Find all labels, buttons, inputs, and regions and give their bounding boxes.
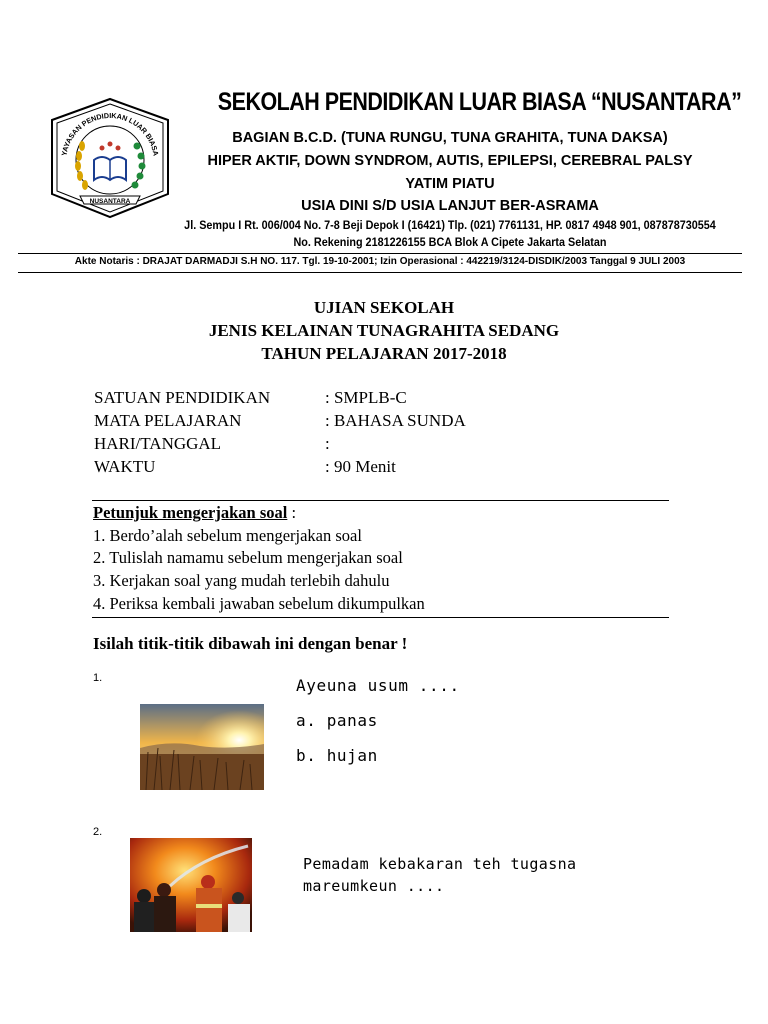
notary-statement: Akte Notaris : DRAJAT DARMADJI S.H NO. 117. Tgl. 19-10-2001; Izin Operasional : 442219/3124-DISDIK/2003 Tanggal 9 JULI 2003	[74, 256, 686, 267]
school-age-range: USIA DINI S/D USIA LANJUT BER-ASRAMA	[301, 198, 599, 214]
info-value-subject: : BAHASA SUNDA	[325, 411, 466, 430]
svg-text:NUSANTARA: NUSANTARA	[89, 198, 131, 205]
exam-subtitle: JENIS KELAINAN TUNAGRAHITA SEDANG	[208, 321, 560, 340]
instructions-heading-colon: :	[287, 503, 297, 522]
question-1-option-a: a. panas	[296, 711, 378, 730]
divider-top	[18, 253, 742, 254]
school-address: Jl. Sempu I Rt. 006/004 No. 7-8 Beji Depok I (16421) Tlp. (021) 7761131, HP. 0817 4948 901, 087878730554	[184, 220, 716, 232]
divider-bottom	[18, 272, 742, 273]
question-1-text: Ayeuna usum ....	[296, 676, 460, 695]
exam-title: UJIAN SEKOLAH	[313, 298, 455, 317]
school-orphans: YATIM PIATU	[405, 176, 495, 192]
school-name: SEKOLAH PENDIDIKAN LUAR BIASA “NUSANTARA”	[217, 88, 742, 116]
instruction-item: 2. Tulislah namamu sebelum mengerjakan soal	[93, 548, 403, 567]
instruction-item: 1. Berdo’alah sebelum mengerjakan soal	[93, 526, 362, 545]
exam-year: TAHUN PELAJARAN 2017-2018	[261, 344, 507, 363]
svg-text:YAYASAN PENDIDIKAN LUAR BIASA: YAYASAN PENDIDIKAN LUAR BIASA	[59, 110, 161, 157]
sunset-field-image	[140, 704, 264, 790]
instruction-item: 4. Periksa kembali jawaban sebelum dikumpulkan	[93, 594, 425, 613]
question-2-number: 2.	[93, 826, 103, 838]
instructions-heading-text: Petunjuk mengerjakan soal	[93, 503, 288, 522]
question-2-text-line2: mareumkeun ....	[303, 877, 445, 895]
info-value-time: : 90 Menit	[325, 457, 396, 476]
info-label-unit: SATUAN PENDIDIKAN	[94, 388, 271, 407]
firefighters-image	[130, 838, 252, 932]
instructions-heading	[93, 503, 296, 523]
instructions-bottom-rule	[92, 617, 669, 618]
info-value-date: :	[325, 434, 330, 453]
info-value-unit: : SMPLB-C	[325, 388, 407, 407]
school-specialties: HIPER AKTIF, DOWN SYNDROM, AUTIS, EPILEPSI, CEREBRAL PALSY	[207, 153, 693, 169]
question-1-number: 1.	[93, 672, 103, 684]
section-heading: Isilah titik-titik dibawah ini dengan benar !	[93, 634, 408, 653]
info-label-date: HARI/TANGGAL	[94, 434, 222, 453]
instructions-top-rule	[92, 500, 669, 501]
school-bank-account: No. Rekening 2181226155 BCA Blok A Cipete Jakarta Selatan	[293, 237, 607, 249]
question-1-option-b: b. hujan	[296, 746, 378, 765]
info-label-subject: MATA PELAJARAN	[94, 411, 242, 430]
school-division: BAGIAN B.C.D. (TUNA RUNGU, TUNA GRAHITA, TUNA DAKSA)	[232, 130, 668, 146]
instruction-item: 3. Kerjakan soal yang mudah terlebih dahulu	[93, 571, 390, 590]
info-label-time: WAKTU	[94, 457, 156, 476]
school-logo	[44, 96, 176, 220]
question-2-text-line1: Pemadam kebakaran teh tugasna	[303, 855, 577, 873]
